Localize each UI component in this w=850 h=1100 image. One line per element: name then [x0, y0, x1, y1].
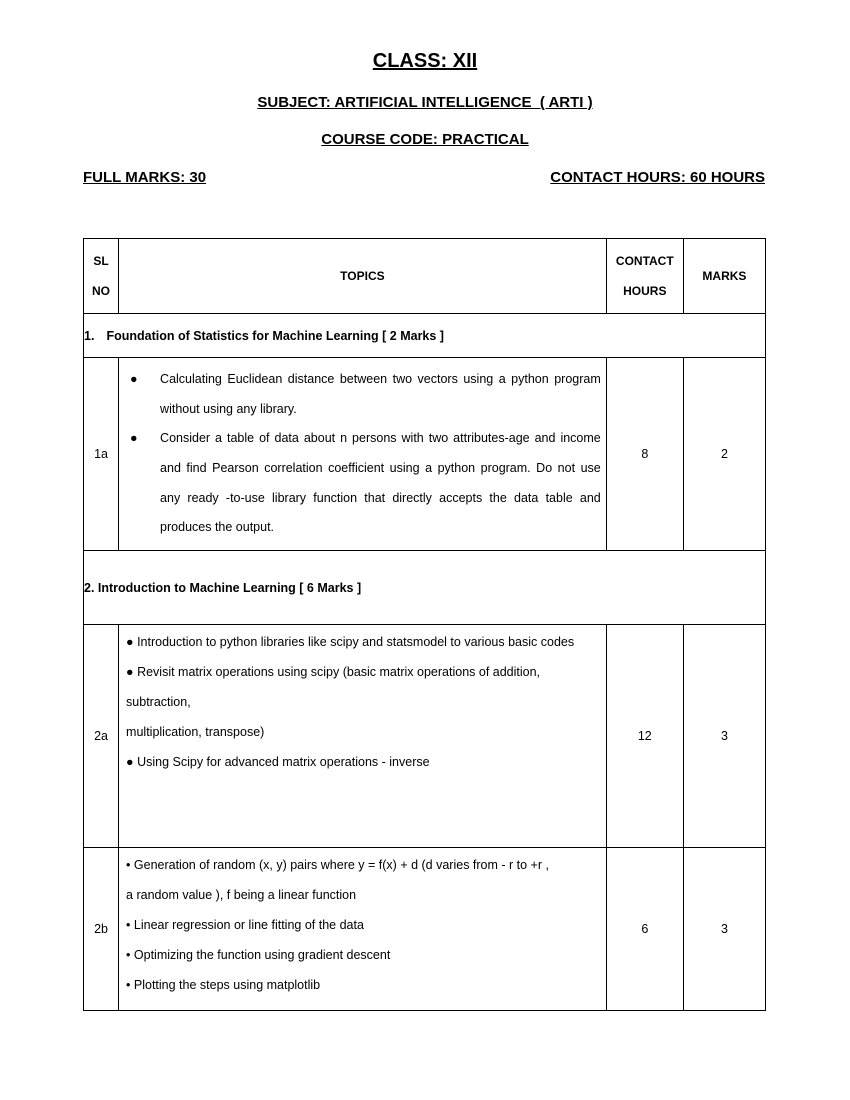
list-item: multiplication, transpose) [126, 725, 265, 739]
header-contact-line2: HOURS [623, 284, 667, 298]
subject-title: SUBJECT: ARTIFICIAL INTELLIGENCE ( ARTI ) [257, 94, 593, 111]
section-1-title [84, 314, 766, 358]
list-item: ● Introduction to python libraries like scipy and statsmodel to various basic codes [126, 635, 575, 649]
section-2-title: 2. Introduction to Machine Learning [ 6 Marks ] [84, 551, 766, 625]
topic-text: Consider a table of data about n persons with two attributes-age and income and find Pearson correlation coefficient using a python program. Do not use any ready -to-use library function that directly accepts the data table and produces the output. [160, 431, 601, 535]
course-code: COURSE CODE: PRACTICAL [321, 131, 529, 148]
table-header-row [84, 239, 766, 314]
section-1-number: 1. [84, 328, 95, 343]
list-item: a random value ), f being a linear function [126, 888, 357, 902]
bullet-icon: ● [130, 371, 138, 386]
list-item: • Plotting the steps using matplotlib [126, 978, 321, 992]
topic-list [119, 625, 606, 779]
row-topics [119, 358, 607, 551]
row-sl: 1a [84, 358, 119, 551]
topic-text: Calculating Euclidean distance between two vectors using a python program without using any library. [160, 371, 601, 416]
topic-list [119, 848, 606, 1002]
header-marks: MARKS [683, 239, 765, 314]
header-sl-no [84, 239, 119, 314]
header-sl-line2: NO [92, 284, 111, 298]
row-topics [119, 625, 607, 848]
header-contact-hours [606, 239, 683, 314]
row-sl: 2a [84, 625, 119, 848]
list-item: • Generation of random (x, y) pairs where y = f(x) + d (d varies from - r to +r , [126, 858, 549, 872]
row-hours: 8 [606, 358, 683, 551]
topic-list [119, 361, 606, 547]
table-row [84, 358, 766, 551]
row-hours: 6 [606, 848, 683, 1011]
row-marks: 3 [683, 625, 765, 848]
row-topics [119, 848, 607, 1011]
header-contact-line1: CONTACT [615, 254, 674, 268]
header-sl-line1: SL [93, 254, 109, 268]
list-item: ● Revisit matrix operations using scipy (basic matrix operations of addition, subtraction, [126, 665, 541, 709]
row-marks: 3 [683, 848, 765, 1011]
section-row [84, 314, 766, 358]
syllabus-table [83, 238, 766, 1011]
header-topics: TOPICS [119, 239, 607, 314]
table-row [84, 625, 766, 848]
table-row [84, 848, 766, 1011]
row-hours: 12 [606, 625, 683, 848]
list-item: ● Using Scipy for advanced matrix operations - inverse [126, 755, 430, 769]
bullet-icon: ● [130, 431, 138, 446]
full-marks: FULL MARKS: 30 [83, 169, 207, 186]
list-item [125, 365, 601, 424]
section-1-label: Foundation of Statistics for Machine Learning [ 2 Marks ] [106, 328, 444, 343]
section-row [84, 551, 766, 625]
list-item: • Linear regression or line fitting of the data [126, 918, 364, 932]
contact-hours: CONTACT HOURS: 60 HOURS [550, 169, 765, 186]
row-sl: 2b [84, 848, 119, 1011]
list-item [125, 424, 601, 543]
class-title: CLASS: XII [372, 50, 478, 72]
list-item: • Optimizing the function using gradient descent [126, 948, 391, 962]
row-marks: 2 [683, 358, 765, 551]
